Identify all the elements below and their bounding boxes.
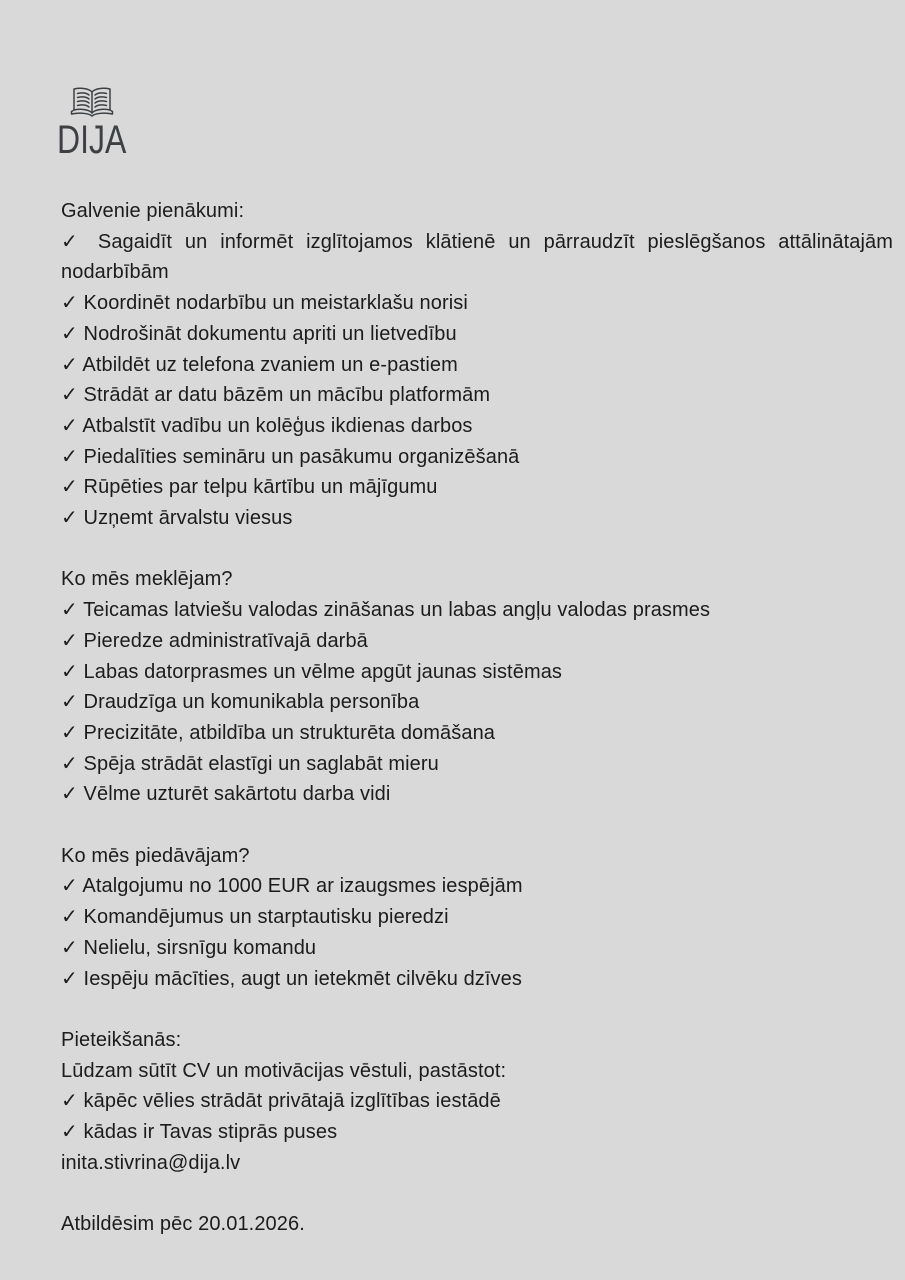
dija-logo: [57, 86, 144, 160]
item-text: Atalgojumu no 1000 EUR ar izaugsmes iespējām: [82, 875, 523, 898]
checklist-item: [61, 902, 893, 933]
item-text: Koordinēt nodarbību un meistarklašu norisi: [83, 292, 468, 315]
checklist-item: [61, 472, 893, 503]
checklist-item: [61, 749, 893, 780]
checklist-item: [61, 933, 893, 964]
check-icon: ✓: [61, 445, 78, 468]
section-requirements-heading: Ko mēs meklējam?: [61, 568, 233, 591]
open-book-icon: [69, 86, 115, 118]
item-text: Teicamas latviešu valodas zināšanas un labas angļu valodas prasmes: [83, 599, 711, 622]
check-icon: ✓: [61, 906, 78, 929]
item-text: Komandējumus un starptautisku pieredzi: [83, 906, 449, 929]
item-text: kāpēc vēlies strādāt privātajā izglītības iestādē: [83, 1090, 501, 1113]
check-icon: ✓: [61, 629, 78, 652]
checklist-item: [61, 687, 893, 718]
check-icon: ✓: [61, 476, 78, 499]
checklist-item: [61, 503, 893, 534]
check-icon: ✓: [61, 967, 78, 990]
item-text: Sagaidīt un informēt izglītojamos klātienē un pārraudzīt pieslēgšanos attālinātajām nodarbībām: [61, 230, 893, 284]
item-text: Atbildēt uz telefona zvaniem un e-pastiem: [82, 353, 458, 376]
checklist-item: [61, 319, 893, 350]
check-icon: ✓: [61, 875, 78, 898]
item-text: Strādāt ar datu bāzēm un mācību platformām: [83, 384, 491, 407]
section-duties-heading: Galvenie pienākumi:: [61, 200, 245, 222]
check-icon: ✓: [61, 660, 78, 683]
checklist-item: [61, 626, 893, 657]
item-text: Iespēju mācīties, augt un ietekmēt cilvēku dzīves: [83, 967, 522, 990]
item-text: Precizitāte, atbildība un strukturēta domāšana: [83, 721, 496, 744]
section-offer-heading: Ko mēs piedāvājam?: [61, 844, 250, 867]
check-icon: ✓: [61, 230, 86, 253]
checklist-item: [61, 350, 893, 381]
item-text: Labas datorprasmes un vēlme apgūt jaunas sistēmas: [83, 660, 563, 683]
item-text: Nodrošināt dokumentu apriti un lietvedību: [83, 322, 457, 345]
item-text: kādas ir Tavas stiprās puses: [83, 1121, 338, 1144]
check-icon: ✓: [61, 384, 78, 407]
contact-email: inita.stivrina@dija.lv: [61, 1151, 241, 1174]
checklist-item: [61, 1117, 893, 1148]
check-icon: ✓: [61, 507, 78, 530]
check-icon: ✓: [61, 414, 78, 437]
item-text: Rūpēties par telpu kārtību un mājīgumu: [83, 476, 438, 499]
item-text: Spēja strādāt elastīgi un saglabāt mieru: [83, 752, 439, 775]
section-application-heading: Pieteikšanās:: [61, 1028, 182, 1051]
checklist-item: [61, 657, 893, 688]
item-text: Atbalstīt vadību un kolēģus ikdienas darbos: [82, 414, 473, 437]
application-intro: Lūdzam sūtīt CV un motivācijas vēstuli, pastāstot:: [61, 1059, 507, 1082]
checklist-item: [61, 442, 893, 473]
check-icon: ✓: [61, 783, 78, 806]
check-icon: ✓: [61, 599, 78, 622]
checklist-item: [61, 718, 893, 749]
checklist-item: [61, 380, 893, 411]
item-text: Nelielu, sirsnīgu komandu: [83, 936, 317, 959]
checklist-item: [61, 871, 893, 902]
check-icon: ✓: [61, 353, 78, 376]
checklist-item: [61, 227, 893, 288]
checklist-item: [61, 595, 893, 626]
check-icon: ✓: [61, 322, 78, 345]
item-text: Uzņemt ārvalstu viesus: [83, 507, 293, 530]
check-icon: ✓: [61, 691, 78, 714]
item-text: Vēlme uzturēt sakārtotu darba vidi: [83, 783, 391, 806]
brand-wordmark: DIJA: [57, 118, 127, 162]
check-icon: ✓: [61, 721, 78, 744]
checklist-item: [61, 964, 893, 995]
posting-body: [61, 196, 893, 1240]
check-icon: ✓: [61, 936, 78, 959]
check-icon: ✓: [61, 1090, 78, 1113]
checklist-item: [61, 779, 893, 810]
check-icon: ✓: [61, 752, 78, 775]
check-icon: ✓: [61, 1121, 78, 1144]
check-icon: ✓: [61, 292, 78, 315]
checklist-item: [61, 288, 893, 319]
checklist-item: [61, 411, 893, 442]
item-text: Draudzīga un komunikabla personība: [83, 691, 420, 714]
reply-date-note: Atbildēsim pēc 20.01.2026.: [61, 1213, 305, 1236]
item-text: Piedalīties semināru un pasākumu organizēšanā: [83, 445, 520, 468]
checklist-item: [61, 1086, 893, 1117]
item-text: Pieredze administratīvajā darbā: [83, 629, 368, 652]
